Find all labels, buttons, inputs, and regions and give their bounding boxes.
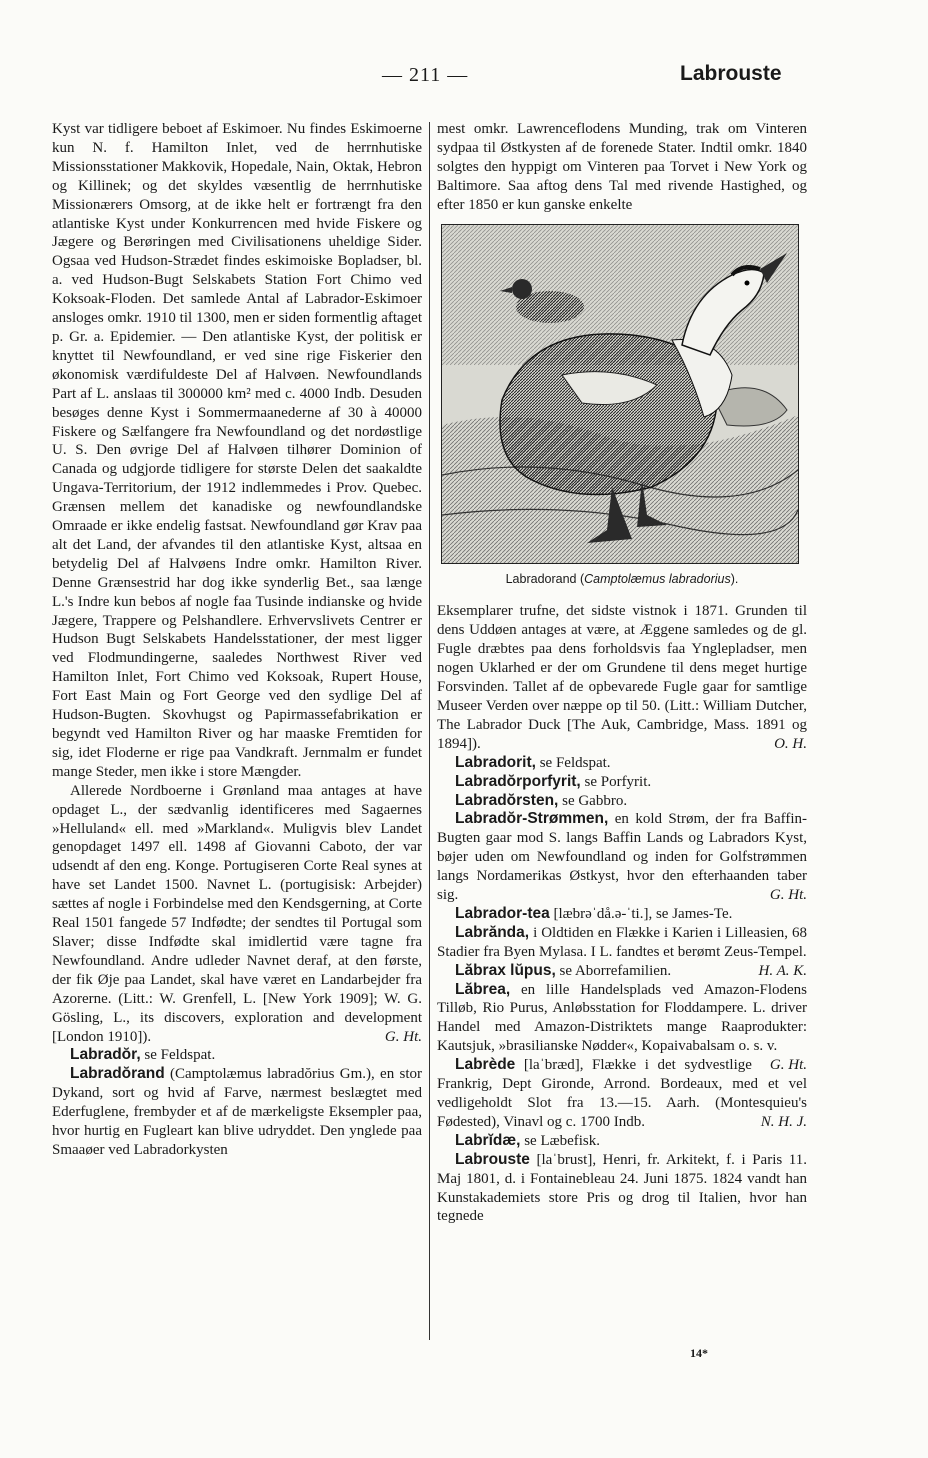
headword: Labrănda, (455, 923, 530, 941)
dictionary-entries (437, 754, 807, 1227)
sheet-signature-mark: 14* (690, 1346, 708, 1360)
page-header (0, 62, 928, 96)
dictionary-entry (437, 773, 807, 792)
entry-text: [laˈbrust], Henri, fr. Arkitekt, f. i Paris 11. Maj 1801, d. i Fontainebleau 24. Juni 1875. 1824 vandt han Kunstakademiets store Pris og drog til Italien, hvor han tegnede (437, 1151, 807, 1225)
entry-text: se Aborrefamilien. (555, 962, 672, 979)
entry-text: se Feldspat. (535, 754, 611, 771)
figure-caption (437, 570, 807, 589)
headword: Labradŏrsten, (455, 791, 559, 809)
caption-text: Labradorand ( (505, 571, 585, 586)
labrador-duck-illustration (441, 224, 799, 564)
page-number: — 211 — (382, 64, 469, 86)
entry-text: [laˈbræd], Flække i det sydvestlige Frankrig, Dept Gironde, Arrond. Bordeaux, med et vel vedligeholdt Slot fra 13.—15. Aarh. (Montesquieu's Fødested), Vinavl og c. 1700 Indb. (437, 1057, 807, 1130)
paragraph-discovery-history (52, 782, 422, 1047)
left-column (52, 120, 422, 1160)
entry-text: en kold Strøm, der fra Baffin-Bugten gaar mod S. langs Baffin Lands og Labradors Kyst, bøjer uden om Newfoundland og inden for Golfstrømmen langs Nordamerikas Østkyst, hvor den efterhaanden taber sig. (437, 811, 807, 904)
entry-text: se Porfyrit. (580, 773, 652, 790)
paragraph-eskimo-population: Kyst var tidligere beboet af Eskimoer. Nu findes Eskimoerne kun N. f. Hamilton Inlet, ved de herrnhutiske Missionsstationer Makkovik, Hopedale, Nain, Oktak, Hebron og Killinek; og det skyldes væsentlig de herrnhutiske Missionærers Omsorg, at de ikke helt er fortrængt fra den atlantiske Kyst under Konkurrencen med hvide Fiskere og Jægere og Berøringen med Civilisationens uheldige Sider. Ogsaa ved Hudson-Strædet findes eskimoiske Bopladser, bl. a. ved Hudson-Bugt Selskabets Station Fort Chimo ved Koksoak-Floden. Det samlede Antal af Labrador-Eskimoer ansloges omkr. 1910 til 1300, men er siden formentlig aftaget p. Gr. a. Epidemier. — Den atlantiske Kyst, der politisk er knyttet til Newfoundland, er ved sine rige Fiskerier den økonomisk værdifuldeste Del af Halvøen. Newfoundlands Part af L. anslaas til 300000 km² med c. 4000 Indb. Desuden besøges denne Kyst i Sommermaanederne af 30 à 40000 Fiskere og Sælfangere fra Newfoundland og det nordøstlige U. S. Den øvrige Del af Halvøen tilhører Dominion of Canada og udgjorde tidligere for største Delen det saakaldte Ungava-Territorium, der 1912 indlemmedes i Prov. Quebec. Grænsen mellem det kanadiske og newfoundlandske Omraade er ikke endelig fastsat. Newfoundland gør Krav paa alt det Land, der afvandes til den atlantiske Kyst, altsaa en betydelig Del af Halvøens Indre omkr. Hamilton River. Denne Grænsestrid har dog ikke synderlig Bet., saa længe L.'s Indre kun bebos af nogle faa Tusinde indianske og hvide Jægere, Trappere og Pelshandlere. Erhvervslivets Centrer er Hudson Bugt Selskabets Handelsstationer, der mest ligger ved Flodmundingerne, saaledes Northwest River ved Hamilton Inlet, Fort Chimo ved Koksoak, Rupert House, Fort East Main og Fort George ved den sydlige Del af Hudson-Bugten. Skovhugst og Papirmassefabrikation er begyndt ved Hamilton River og har maaske Fremtiden for sig, idet Floderne er rige paa Vandkraft. Jernmalm er fundet mange Steder, men ikke i store Mængder. (52, 121, 422, 780)
headword: Labradŏrporfyrit, (455, 772, 581, 790)
dictionary-entry (437, 792, 807, 811)
headword: Labrouste (455, 1150, 530, 1168)
caption-species: Camptolæmus labradorius (584, 571, 731, 586)
paragraph-extinction (437, 602, 807, 753)
right-column (437, 120, 807, 1226)
entry-text: se Feldspat. (140, 1047, 216, 1064)
headword: Labrĭdæ, (455, 1131, 521, 1149)
dictionary-entry (437, 1056, 807, 1132)
running-head: Labrouste (680, 62, 782, 85)
author-signature: N. H. J. (760, 1113, 807, 1130)
paragraph-text: Eksemplarer trufne, det sidste vistnok i 1871. Grunden til dens Uddøen antages at være, at Æggene samledes og de gl. Fugle dræbtes paa dens forholdsvis faa Ynglepladser, men nogen Uklarhed er der om Grundene til dens meget hurtige Forsvinden. Tallet af de opbevarede Fugle gaar for samtlige Museer Verden over næppe op til 50. (Litt.: William Dutcher, The Labrador Duck [The Auk, Cambridge, Mass. 1891 og 1894]). (437, 603, 807, 752)
duck-engraving (442, 225, 798, 563)
author-signature: O. H. (774, 735, 807, 752)
column-divider (429, 122, 430, 1340)
headword: Labrède (455, 1056, 516, 1074)
headword: Labradŏr, (70, 1046, 141, 1064)
headword: Lăbrax lŭpus, (455, 961, 556, 979)
author-signature: H. A. K. (758, 962, 807, 979)
entry-text: [læbrəˈdå.ə-ˈti.], se James-Te. (549, 905, 733, 922)
headword: Labradŏr-Strømmen, (455, 810, 609, 828)
dictionary-entry (437, 905, 807, 924)
entry-labradorand (52, 1065, 422, 1160)
entry-labrador (52, 1046, 422, 1065)
entry-text: (Camptolæmus labradŏrius Gm.), en stor Dykand, sort og hvid af Farve, nærmest beslægtet med Ederfuglene, frembyder et af de mærkeligste Eksempler paa, hvor hurtig en Fugleart kan blive udryddet. Den ynglede paa Smaaøer ved Labradorkysten (52, 1066, 422, 1158)
headword: Labradorit, (455, 753, 536, 771)
headword: Labrador-tea (455, 904, 550, 922)
entry-text: se Gabbro. (558, 792, 628, 809)
author-signature: G. Ht. (384, 1028, 422, 1045)
dictionary-entry (437, 754, 807, 773)
paragraph-text: Allerede Nordboerne i Grønland maa antages at have opdaget L., der sædvanlig identificeres med Sagaernes »Helluland« ell. med »Markland«. Muligvis blev Landet genopdaget 1497 ell. 1498 af Giovanni Caboto, der var udsendt af den eng. Konge. Portugiseren Corte Real synes at have set Landet 1500. Navnet L. (portugisisk: Arbejder) sættes af nogle i Forbindelse med den Kendsgerning, at Corte Real 1501 fangede 57 Indfødte; der sendtes til Portugal som Slaver; disse Indfødte skal imidlertid være tagne fra Newfoundland. Andre udleder Navnet deraf, at den første, der fik Øje paa Landet, skal have været en Landarbejder fra Azorerne. (Litt.: W. Grenfell, L. [New York 1909]; W. G. Gösling, L., its discovers, exploration and development [London 1910]). (52, 782, 422, 1045)
dictionary-entry (437, 1132, 807, 1151)
entry-text: i Oldtiden en Flække i Karien i Lilleasien, 68 Stadier fra Byen Mylasa. I L. fandtes et berømt Zeus-Tempel. (437, 924, 807, 960)
entry-text: en lille Handelsplads ved Amazon-Flodens Tilløb, Rio Purus, Anløbsstation for Floddampere. L. driver Handel med Amazon-Distriktets mange Raaprodukter: Kautsjuk, »brasilianske Nødder«, Kopaivabalsam o. s. v. (437, 981, 807, 1055)
author-signature: G. Ht. (769, 887, 807, 904)
dictionary-entry (437, 1151, 807, 1227)
entry-text: se Læbefisk. (520, 1132, 601, 1149)
headword: Labradŏrand (70, 1065, 165, 1083)
headword: Lăbrea, (455, 980, 511, 998)
author-signature: G. Ht. (769, 1057, 807, 1074)
caption-end: ). (730, 571, 739, 586)
paragraph-labradorand-continued: mest omkr. Lawrenceflodens Munding, trak om Vinteren sydpaa til Østkysten af de forenede Stater. Indtil omkr. 1840 solgtes den hyppigt om Vinteren paa Torvet i New York og Baltimore. Saa aftog dens Tal med rivende Hastighed, og efter 1850 er kun ganske enkelte (437, 121, 807, 213)
dictionary-entry (437, 810, 807, 905)
